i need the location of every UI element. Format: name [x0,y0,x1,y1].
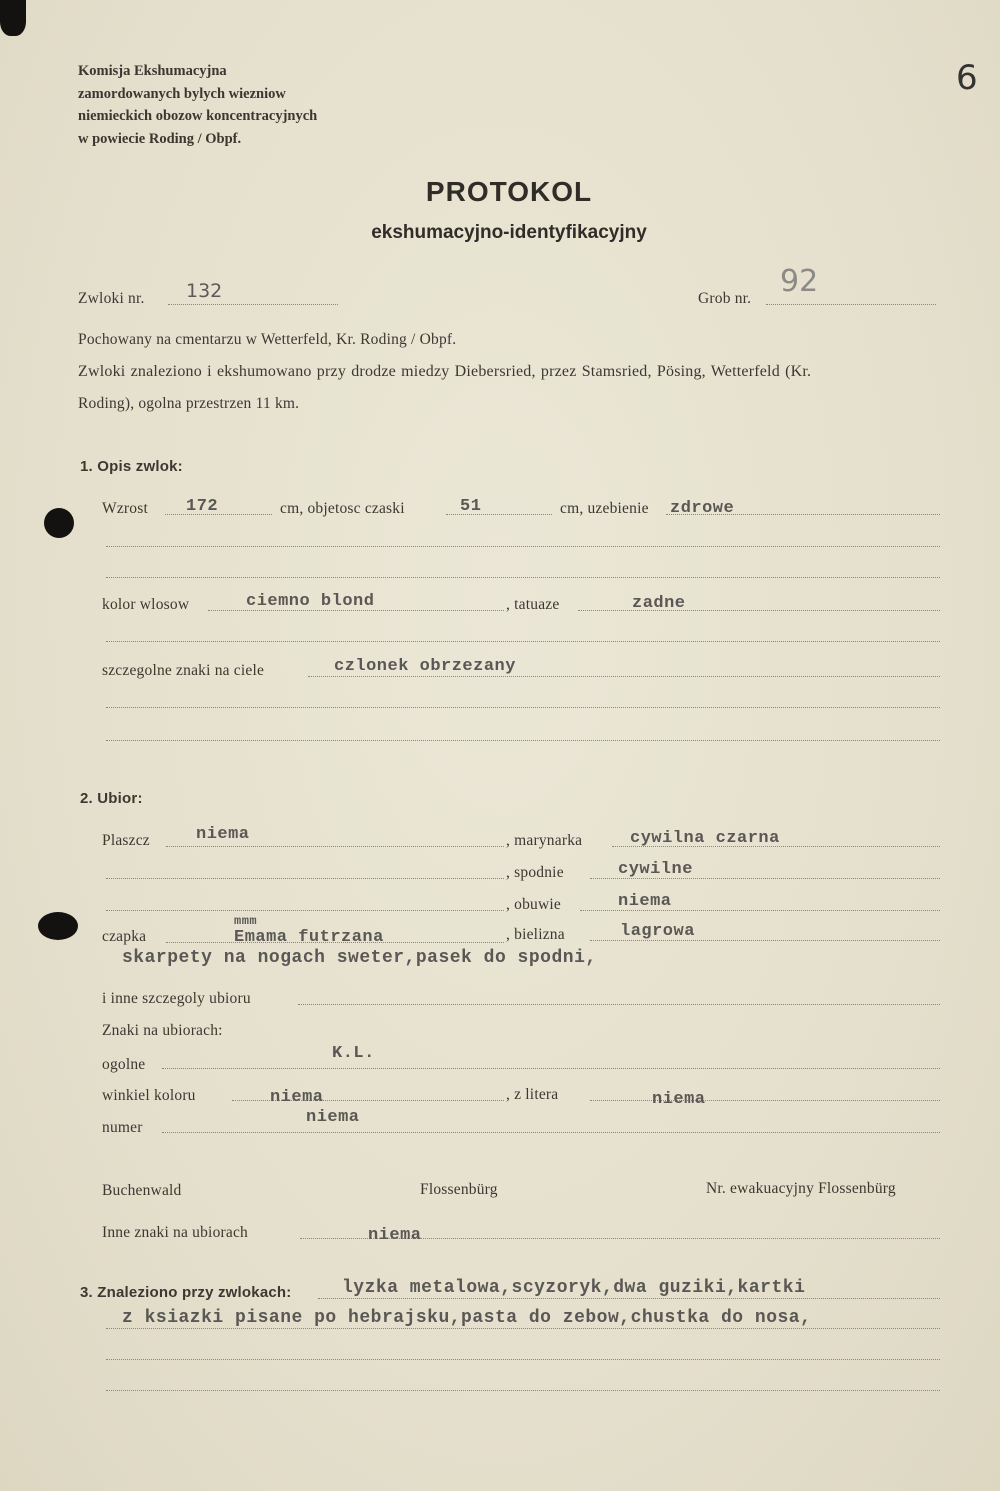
general-marks-label: ogolne [102,1056,146,1073]
trousers-value: cywilne [618,860,693,879]
body-marks-value: czlonek obrzezany [334,657,516,676]
letter-value: niema [652,1090,706,1109]
height-unit: cm, objetosc czaski [280,500,405,517]
burial-place: Pochowany na cmentarzu w Wetterfeld, Kr. Roding / Obpf. [78,331,457,348]
other-clothing-marks-value: niema [368,1226,422,1245]
jacket-value: cywilna czarna [630,829,780,848]
body-marks-label: szczegolne znaki na ciele [102,662,265,679]
other-clothing-marks-label: Inne znaki na ubiorach [102,1224,248,1241]
teeth-value: zdrowe [670,499,735,518]
header-line: zamordowanych bylych wiezniow [78,85,286,102]
clothing-marks-heading: Znaki na ubiorach: [102,1022,223,1039]
height-value: 172 [186,497,219,516]
extra-clothing-line: skarpety na nogach sweter,pasek do spodni, [122,948,597,968]
tattoo-label: , tatuaze [506,596,560,613]
page-number: 6 [956,58,978,98]
general-marks-value: K.L. [332,1044,375,1063]
shoes-label: , obuwie [506,896,561,913]
found-items-line1: lyzka metalowa,scyzoryk,dwa guziki,kartki [342,1278,806,1298]
found-location-line2: Roding), ogolna przestrzen 11 km. [78,395,300,412]
coat-value: niema [196,825,250,844]
header-line: Komisja Ekshumacyjna [78,63,227,79]
header-line: niemieckich obozow koncentracyjnych [78,108,318,124]
document-subtitle: ekshumacyjno-identyfikacyjny [371,222,647,243]
jacket-label: , marynarka [506,832,583,849]
cap-label: czapka [102,928,147,945]
found-items-line2: z ksiazki pisane po hebrajsku,pasta do zebow,chustka do nosa, [122,1308,812,1328]
found-location-line1: Zwloki znaleziono i ekshumowano przy drodze miedzy Diebersried, przez Stamsried, Pösing, Wetterfeld (Kr. [78,363,812,380]
punch-hole-lower [38,912,78,940]
skull-value: 51 [460,497,482,516]
evacuation-number-label: Nr. ewakuacyjny Flossenbürg [706,1180,896,1197]
buchenwald-label: Buchenwald [102,1182,182,1199]
punch-hole-upper [44,508,74,538]
tattoo-value: zadne [632,594,686,613]
triangle-color-value: niema [270,1088,324,1107]
cap-value: Emama futrzana [234,928,384,947]
header-line: w powiecie Roding / Obpf. [78,130,242,147]
section-1-heading: 1. Opis zwlok: [80,458,183,475]
body-number-label: Zwloki nr. [78,290,145,307]
coat-label: Plaszcz [102,832,150,849]
skull-unit: cm, uzebienie [560,500,649,517]
body-number-value: 132 [186,280,223,302]
triangle-color-label: winkiel koloru [102,1087,196,1104]
other-clothing-details-label: i inne szczegoly ubioru [102,990,251,1007]
hair-color-value: ciemno blond [246,592,375,611]
hair-color-label: kolor wlosow [102,596,190,613]
height-label: Wzrost [102,500,148,517]
section-3-heading: 3. Znaleziono przy zwlokach: [80,1284,292,1301]
grave-number-value: 92 [780,264,819,299]
number-value: niema [306,1108,360,1127]
punch-hole-top [0,0,26,36]
underwear-label: , bielizna [506,926,565,943]
issuing-commission [78,60,317,150]
flossenburg-label: Flossenbürg [420,1181,498,1198]
cap-overstrike: mmm [234,914,258,928]
underwear-value: lagrowa [620,922,695,941]
grave-number-label: Grob nr. [698,290,752,307]
letter-label: , z litera [506,1086,559,1103]
document-title: PROTOKOL [425,176,593,207]
number-label: numer [102,1119,143,1136]
shoes-value: niema [618,892,672,911]
trousers-label: , spodnie [506,864,564,881]
section-2-heading: 2. Ubior: [80,790,143,807]
